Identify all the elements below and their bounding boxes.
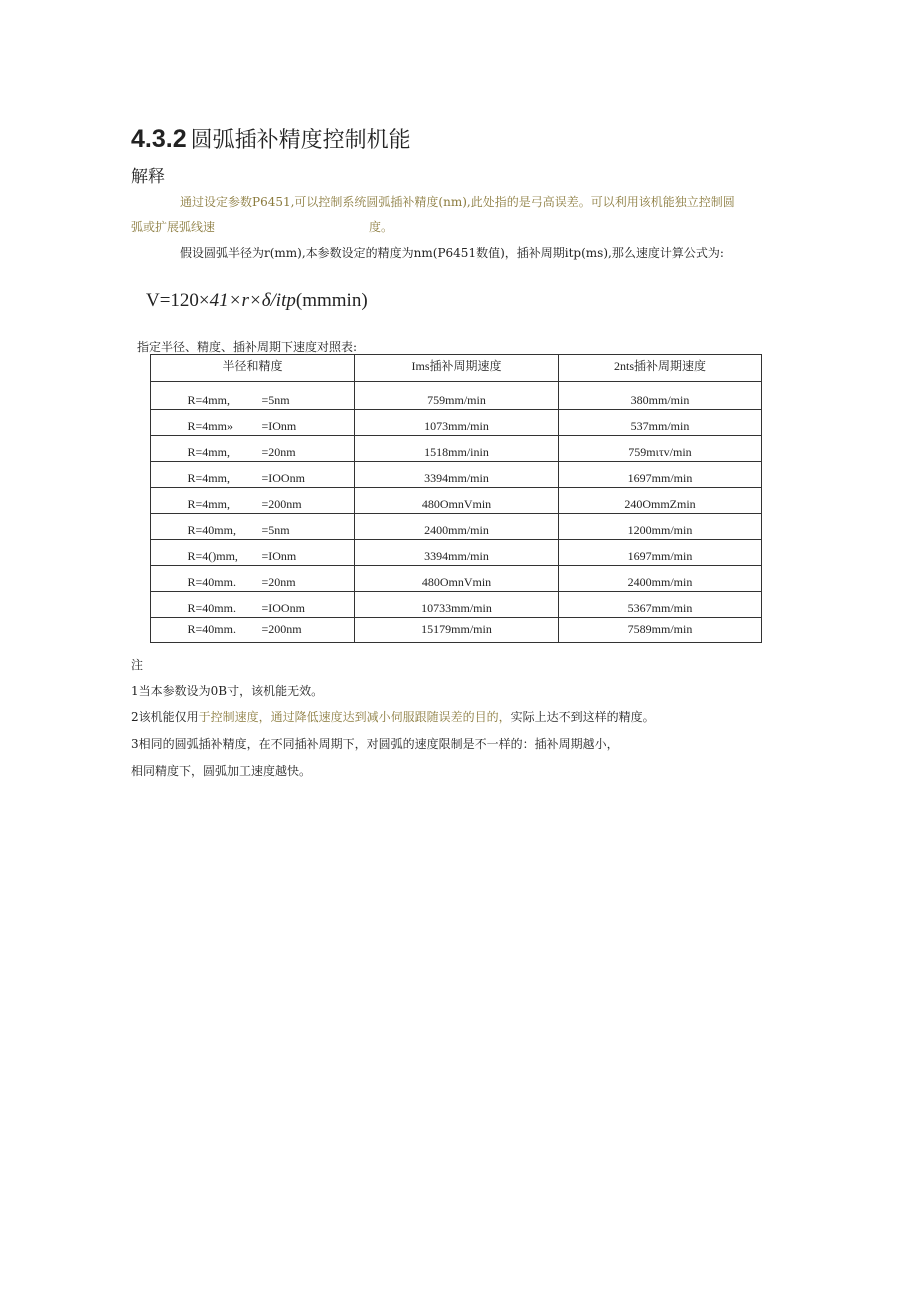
table-row xyxy=(151,382,762,410)
cell-radius: R=40mm. xyxy=(187,601,236,615)
cell-radius-precision xyxy=(151,382,355,410)
note-3-continued: 相同精度下，圆弧加工速度越快。 xyxy=(131,764,312,778)
cell-radius-precision xyxy=(151,410,355,436)
cell-2ms-speed: 5367mm/min xyxy=(559,592,762,618)
cell-2ms-speed: 537mm/min xyxy=(559,410,762,436)
cell-radius-precision xyxy=(151,514,355,540)
formula-italic: 41×r×δ/itp xyxy=(209,290,296,311)
cell-radius-precision xyxy=(151,436,355,462)
cell-precision: =20nm xyxy=(261,445,296,459)
table-row xyxy=(151,514,762,540)
section-title: 圆弧插补精度控制机能 xyxy=(190,128,411,153)
cell-1ms-speed: 2400mm/min xyxy=(355,514,559,540)
cell-radius-precision xyxy=(151,488,355,514)
cell-2ms-speed: 2400mm/min xyxy=(559,566,762,592)
table-body xyxy=(151,382,762,643)
paragraph-1-line-2b: 度。 xyxy=(369,220,394,234)
speed-formula xyxy=(146,290,368,312)
cell-radius: R=40mm, xyxy=(187,523,236,537)
section-number: 4.3.2 xyxy=(131,125,187,153)
table-row xyxy=(151,410,762,436)
header-1ms-speed: Ims插补周期速度 xyxy=(355,355,559,382)
cell-1ms-speed: 3394mm/min xyxy=(355,540,559,566)
cell-radius-precision xyxy=(151,592,355,618)
formula-suffix: (mmmin) xyxy=(295,290,368,311)
cell-radius-precision xyxy=(151,566,355,592)
table-row xyxy=(151,618,762,643)
table-row xyxy=(151,462,762,488)
cell-radius: R=40mm. xyxy=(187,575,236,589)
cell-2ms-speed: 7589mm/min xyxy=(559,618,762,643)
cell-radius: R=4mm, xyxy=(187,471,230,485)
cell-2ms-speed: 1697mm/min xyxy=(559,540,762,566)
table-caption: 指定半径、精度、插补周期下速度对照表: xyxy=(137,340,358,354)
cell-precision: =IOOnm xyxy=(261,601,305,615)
cell-precision: =IOnm xyxy=(261,549,297,563)
cell-precision: =5nm xyxy=(261,393,290,407)
cell-2ms-speed: 380mm/min xyxy=(559,382,762,410)
cell-precision: =200nm xyxy=(261,622,302,636)
cell-1ms-speed: 1073mm/min xyxy=(355,410,559,436)
paragraph-1-line-1: 通过设定参数P6451,可以控制系统圆弧插补精度(nm),此处指的是弓高误差。可以利用该机能独立控制圆 xyxy=(180,195,735,209)
table-row xyxy=(151,540,762,566)
header-2ms-speed: 2nts插补周期速度 xyxy=(559,355,762,382)
cell-2ms-speed: 1200mm/min xyxy=(559,514,762,540)
cell-radius: R=4mm» xyxy=(187,419,233,433)
cell-radius: R=40mm. xyxy=(187,622,236,636)
paragraph-1-line-2a: 弧或扩展弧线速 xyxy=(131,220,216,234)
cell-precision: =20nm xyxy=(261,575,296,589)
header-radius-precision: 半径和精度 xyxy=(151,355,355,382)
section-heading xyxy=(131,124,411,156)
formula-prefix: V=120× xyxy=(146,290,210,311)
cell-2ms-speed: 240OmmZmin xyxy=(559,488,762,514)
cell-radius: R=4mm, xyxy=(187,497,230,511)
notes-title: 注 xyxy=(131,658,144,672)
cell-precision: =200nm xyxy=(261,497,302,511)
note-1: 1当本参数设为0B寸，该机能无效。 xyxy=(131,684,324,698)
cell-precision: =IOnm xyxy=(261,419,297,433)
table-row xyxy=(151,436,762,462)
table-row xyxy=(151,488,762,514)
note-2-part-c: 实际上达不到这样的精度。 xyxy=(510,710,655,724)
table-header-row xyxy=(151,355,762,382)
cell-2ms-speed: 759mιτv/min xyxy=(559,436,762,462)
cell-radius-precision xyxy=(151,618,355,643)
cell-radius-precision xyxy=(151,462,355,488)
speed-table xyxy=(150,354,762,643)
cell-1ms-speed: 3394mm/min xyxy=(355,462,559,488)
cell-1ms-speed: 759mm/min xyxy=(355,382,559,410)
note-2-part-a: 2该机能仅用 xyxy=(131,710,199,724)
cell-1ms-speed: 480OmnVmin xyxy=(355,566,559,592)
paragraph-2: 假设圆弧半径为r(mm),本参数设定的精度为nm(P6451数值)，插补周期itp(ms),那么速度计算公式为: xyxy=(180,246,724,260)
cell-1ms-speed: 10733mm/min xyxy=(355,592,559,618)
subheading-explanation: 解释 xyxy=(131,167,165,187)
cell-radius-precision xyxy=(151,540,355,566)
cell-precision: =IOOnm xyxy=(261,471,305,485)
cell-radius: R=4mm, xyxy=(187,445,230,459)
cell-1ms-speed: 1518mm/inin xyxy=(355,436,559,462)
table-row xyxy=(151,592,762,618)
note-2 xyxy=(131,708,655,725)
cell-precision: =5nm xyxy=(261,523,290,537)
cell-1ms-speed: 15179mm/min xyxy=(355,618,559,643)
cell-radius: R=4mm, xyxy=(187,393,230,407)
note-2-part-b: 于控制速度，通过降低速度达到减小伺服跟随误差的目的， xyxy=(198,710,511,724)
table-row xyxy=(151,566,762,592)
cell-2ms-speed: 1697mm/min xyxy=(559,462,762,488)
cell-radius: R=4()mm, xyxy=(187,549,238,563)
note-3: 3相同的圆弧插补精度，在不同插补周期下，对圆弧的速度限制是不一样的：插补周期越小， xyxy=(131,737,619,751)
cell-1ms-speed: 480OmnVmin xyxy=(355,488,559,514)
